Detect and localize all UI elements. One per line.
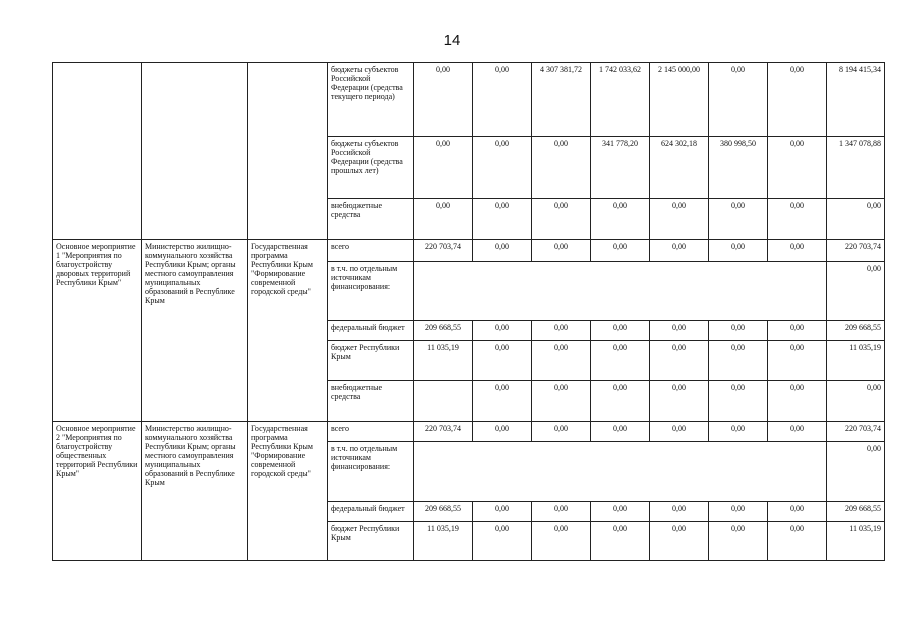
value-cell: 0,00	[532, 199, 591, 240]
value-cell: 0,00	[768, 502, 827, 522]
value-cell: 0,00	[532, 321, 591, 341]
source-name: бюджеты субъектов Российской Федерации (средства текущего периода)	[328, 63, 414, 137]
value-cell: 11 035,19	[414, 522, 473, 561]
value-cell: 0,00	[532, 502, 591, 522]
measure-name-cell: Основное мероприятие 2 "Мероприятия по благоустройству общественных территорий Республики Крым"	[53, 422, 142, 561]
value-cell: 0,00	[768, 240, 827, 262]
page-number: 14	[443, 32, 461, 49]
value-cell: 624 302,18	[650, 137, 709, 199]
value-cell: 0,00	[650, 522, 709, 561]
value-cell: 0,00	[768, 522, 827, 561]
executor-cell: Министерство жилищно-коммунального хозяйства Республики Крым; органы местного самоуправления муниципальных образований в Республике Крым	[142, 240, 248, 422]
value-cell: 0,00	[709, 502, 768, 522]
total-cell: 0,00	[827, 381, 885, 422]
value-cell: 0,00	[473, 341, 532, 381]
value-cell: 0,00	[473, 63, 532, 137]
value-cell: 4 307 381,72	[532, 63, 591, 137]
value-cell: 11 035,19	[414, 341, 473, 381]
value-cell: 0,00	[473, 522, 532, 561]
value-cell: 0,00	[709, 321, 768, 341]
measure-name-cell: Основное мероприятие 1 "Мероприятия по благоустройству дворовых территорий Республики Крым"	[53, 240, 142, 422]
value-cell: 0,00	[709, 341, 768, 381]
total-cell: 0,00	[827, 262, 885, 321]
value-cell: 0,00	[591, 240, 650, 262]
measure-name-cell	[53, 63, 142, 240]
value-cell: 0,00	[768, 341, 827, 381]
value-cell: 0,00	[532, 381, 591, 422]
source-name: бюджеты субъектов Российской Федерации (средства прошлых лет)	[328, 137, 414, 199]
value-cell: 0,00	[473, 381, 532, 422]
value-cell: 0,00	[709, 199, 768, 240]
source-name: бюджет Республики Крым	[328, 341, 414, 381]
value-cell: 0,00	[591, 502, 650, 522]
total-cell: 220 703,74	[827, 240, 885, 262]
table-row	[53, 240, 885, 262]
total-cell: 0,00	[827, 199, 885, 240]
value-cell: 0,00	[650, 422, 709, 442]
source-name: федеральный бюджет	[328, 321, 414, 341]
value-cell: 0,00	[473, 422, 532, 442]
table-row	[53, 422, 885, 442]
value-cell: 0,00	[768, 422, 827, 442]
total-cell: 8 194 415,34	[827, 63, 885, 137]
source-name: внебюджетные средства	[328, 199, 414, 240]
total-cell: 209 668,55	[827, 502, 885, 522]
value-cell: 0,00	[591, 522, 650, 561]
program-cell: Государственная программа Республики Крым "Формирование современной городской среды"	[248, 240, 328, 422]
program-cell	[248, 63, 328, 240]
empty-cell	[414, 442, 827, 502]
value-cell: 0,00	[650, 502, 709, 522]
value-cell: 0,00	[768, 137, 827, 199]
source-name: всего	[328, 422, 414, 442]
value-cell: 341 778,20	[591, 137, 650, 199]
budget-table	[52, 62, 885, 561]
value-cell: 0,00	[709, 422, 768, 442]
total-cell: 1 347 078,88	[827, 137, 885, 199]
value-cell: 0,00	[709, 381, 768, 422]
source-name: в т.ч. по отдельным источникам финансирования:	[328, 442, 414, 502]
value-cell: 2 145 000,00	[650, 63, 709, 137]
empty-cell	[414, 262, 827, 321]
total-cell: 11 035,19	[827, 341, 885, 381]
value-cell: 0,00	[414, 137, 473, 199]
value-cell: 1 742 033,62	[591, 63, 650, 137]
value-cell: 0,00	[768, 63, 827, 137]
value-cell: 0,00	[650, 381, 709, 422]
value-cell: 0,00	[532, 137, 591, 199]
source-name: в т.ч. по отдельным источникам финансирования:	[328, 262, 414, 321]
value-cell	[414, 381, 473, 422]
source-name: федеральный бюджет	[328, 502, 414, 522]
value-cell: 0,00	[532, 422, 591, 442]
value-cell: 0,00	[591, 422, 650, 442]
value-cell: 0,00	[768, 381, 827, 422]
value-cell: 0,00	[414, 199, 473, 240]
value-cell: 0,00	[650, 341, 709, 381]
total-cell: 0,00	[827, 442, 885, 502]
source-name: бюджет Республики Крым	[328, 522, 414, 561]
value-cell: 380 998,50	[709, 137, 768, 199]
value-cell: 0,00	[650, 240, 709, 262]
value-cell: 220 703,74	[414, 422, 473, 442]
value-cell: 0,00	[473, 502, 532, 522]
value-cell: 0,00	[414, 63, 473, 137]
total-cell: 11 035,19	[827, 522, 885, 561]
value-cell: 0,00	[591, 321, 650, 341]
value-cell: 209 668,55	[414, 502, 473, 522]
value-cell: 0,00	[650, 199, 709, 240]
value-cell: 0,00	[709, 522, 768, 561]
executor-cell: Министерство жилищно-коммунального хозяйства Республики Крым; органы местного самоуправления муниципальных образований в Республике Крым	[142, 422, 248, 561]
value-cell: 0,00	[768, 199, 827, 240]
value-cell: 0,00	[473, 137, 532, 199]
source-name: внебюджетные средства	[328, 381, 414, 422]
total-cell: 209 668,55	[827, 321, 885, 341]
source-name: всего	[328, 240, 414, 262]
value-cell: 0,00	[591, 381, 650, 422]
program-cell: Государственная программа Республики Крым "Формирование современной городской среды"	[248, 422, 328, 561]
total-cell: 220 703,74	[827, 422, 885, 442]
value-cell: 209 668,55	[414, 321, 473, 341]
value-cell: 0,00	[591, 341, 650, 381]
value-cell: 0,00	[709, 240, 768, 262]
table-row	[53, 63, 885, 137]
value-cell: 0,00	[473, 240, 532, 262]
value-cell: 0,00	[768, 321, 827, 341]
value-cell: 0,00	[473, 199, 532, 240]
value-cell: 220 703,74	[414, 240, 473, 262]
value-cell: 0,00	[532, 240, 591, 262]
value-cell: 0,00	[473, 321, 532, 341]
value-cell: 0,00	[591, 199, 650, 240]
value-cell: 0,00	[532, 341, 591, 381]
executor-cell	[142, 63, 248, 240]
value-cell: 0,00	[650, 321, 709, 341]
value-cell: 0,00	[532, 522, 591, 561]
value-cell: 0,00	[709, 63, 768, 137]
